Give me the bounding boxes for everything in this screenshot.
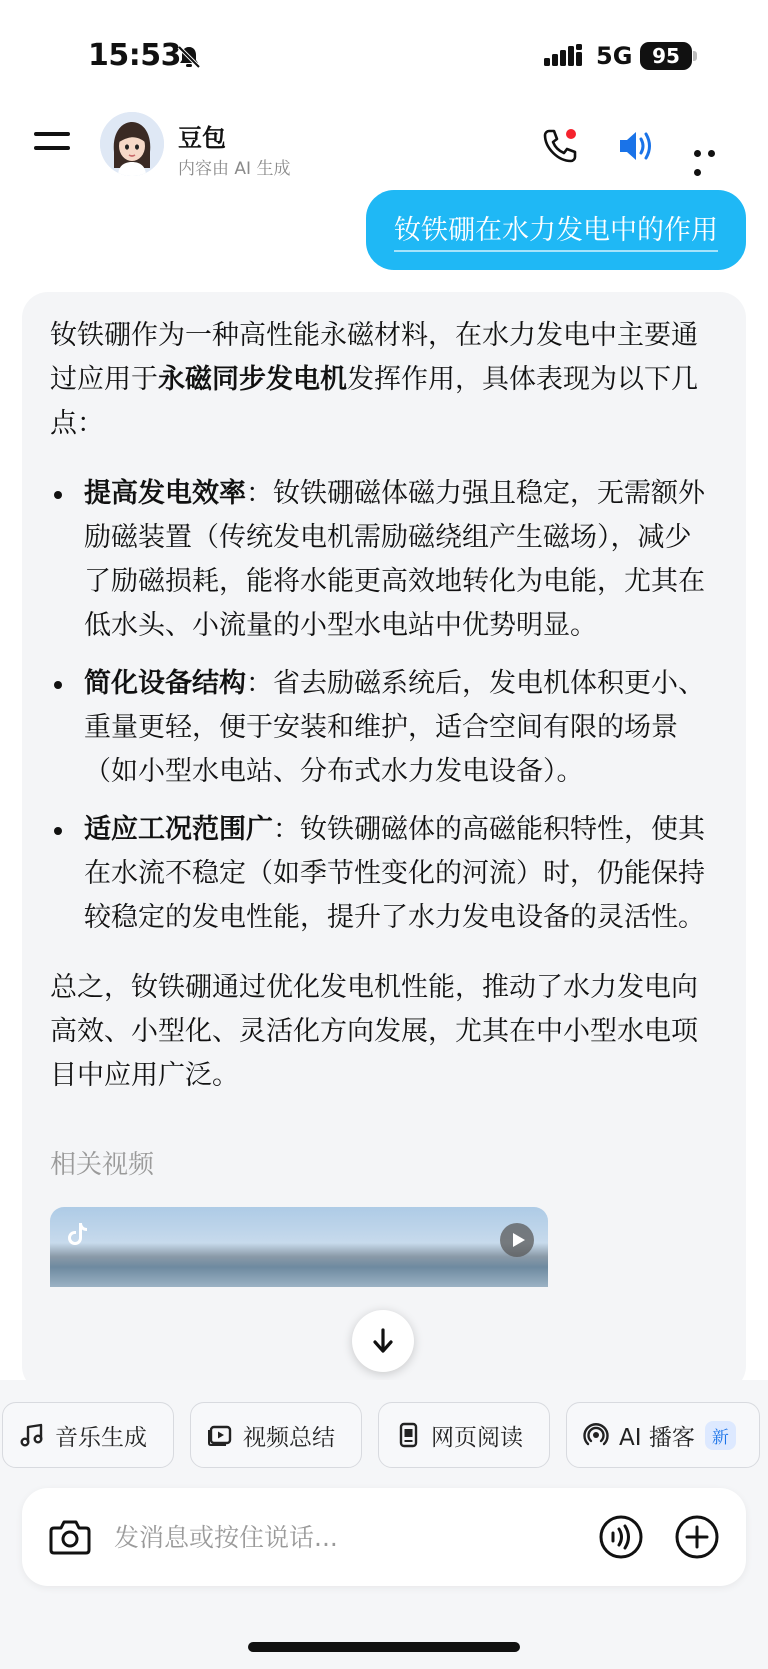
related-video-thumbnail[interactable] xyxy=(50,1207,548,1287)
play-icon[interactable] xyxy=(500,1223,534,1257)
tiktok-icon xyxy=(66,1221,90,1247)
chip-label: 音乐生成 xyxy=(55,1424,147,1451)
quick-action-chips xyxy=(2,1402,768,1468)
video-play-icon xyxy=(207,1422,233,1448)
music-note-icon xyxy=(19,1422,45,1448)
user-message-bubble[interactable] xyxy=(366,190,746,270)
bullet-title: 简化设备结构 xyxy=(84,668,246,699)
home-indicator[interactable] xyxy=(248,1642,520,1652)
signal-icon xyxy=(544,44,584,68)
bot-name: 豆包 xyxy=(178,124,226,152)
bullet-title: 提高发电效率 xyxy=(84,478,246,509)
arrow-down-icon xyxy=(370,1327,396,1355)
avatar[interactable] xyxy=(100,112,164,176)
answer-summary: 总之，钕铁硼通过优化发电机性能，推动了水力发电向高效、小型化、灵活化方向发展，尤其在中小型水电项目中应用广泛。 xyxy=(50,972,698,1091)
avatar-girl-icon xyxy=(100,112,164,176)
list-item xyxy=(50,808,718,940)
chip-ai-podcast[interactable] xyxy=(566,1402,760,1468)
chat-header xyxy=(0,110,768,190)
assistant-answer-card xyxy=(22,292,746,1392)
menu-icon[interactable] xyxy=(34,132,70,160)
list-item xyxy=(50,472,718,648)
bullet-text: ：省去励磁系统后，发电机体积更小、重量更轻，便于安装和维护，适合空间有限的场景（如小型水电站、分布式水力发电设备）。 xyxy=(84,668,705,787)
message-input-bar xyxy=(22,1488,746,1586)
user-message-text: 钕铁硼在水力发电中的作用 xyxy=(394,208,718,252)
new-badge: 新 xyxy=(705,1421,736,1450)
chip-label: AI 播客 xyxy=(619,1424,695,1451)
status-bar xyxy=(0,0,768,110)
answer-intro xyxy=(50,314,718,446)
answer-bullet-list xyxy=(50,472,718,940)
podcast-icon xyxy=(583,1422,609,1448)
add-attachment-icon[interactable] xyxy=(674,1514,720,1560)
bell-muted-icon xyxy=(176,44,202,70)
more-options-icon[interactable] xyxy=(694,142,734,152)
status-time: 15:53 xyxy=(88,38,181,73)
bullet-text: ：钕铁硼磁体的高磁能积特性，使其在水流不稳定（如季节性变化的河流）时，仍能保持较稳定的发电性能，提升了水力发电设备的灵活性。 xyxy=(84,814,705,933)
chip-label: 视频总结 xyxy=(243,1424,335,1451)
voice-input-icon[interactable] xyxy=(598,1514,644,1560)
chip-music-generation[interactable] xyxy=(2,1402,174,1468)
phone-page-icon xyxy=(395,1422,421,1448)
answer-intro-text: 钕铁硼作为一种高性能永磁材料，在水力发电中主要通过应用于 xyxy=(50,320,698,395)
bullet-title: 适应工况范围广 xyxy=(84,814,273,845)
answer-intro-bold: 永磁同步发电机 xyxy=(158,364,347,395)
phone-call-icon[interactable] xyxy=(540,126,580,166)
chip-label: 网页阅读 xyxy=(431,1424,523,1451)
bottom-panel xyxy=(0,1380,768,1669)
bot-subtitle: 内容由 AI 生成 xyxy=(178,159,291,179)
answer-intro-text-end: 发挥作用，具体表现为以下几点： xyxy=(50,364,698,439)
battery-indicator: 95 xyxy=(640,42,692,70)
related-videos-label: 相关视频 xyxy=(50,1150,155,1180)
battery-tip xyxy=(693,51,697,61)
camera-icon[interactable] xyxy=(48,1516,92,1558)
bullet-text: ：钕铁硼磁体磁力强且稳定，无需额外励磁装置（传统发电机需励磁绕组产生磁场），减少了励磁损耗，能将水能更高效地转化为电能，尤其在低水头、小流量的小型水电站中优势明显。 xyxy=(84,478,705,641)
chip-web-read[interactable] xyxy=(378,1402,550,1468)
list-item xyxy=(50,662,718,794)
chip-video-summary[interactable] xyxy=(190,1402,362,1468)
message-input[interactable] xyxy=(114,1514,514,1560)
network-type: 5G xyxy=(596,42,633,70)
speaker-icon[interactable] xyxy=(616,126,658,166)
scroll-to-bottom-button[interactable] xyxy=(352,1310,414,1372)
